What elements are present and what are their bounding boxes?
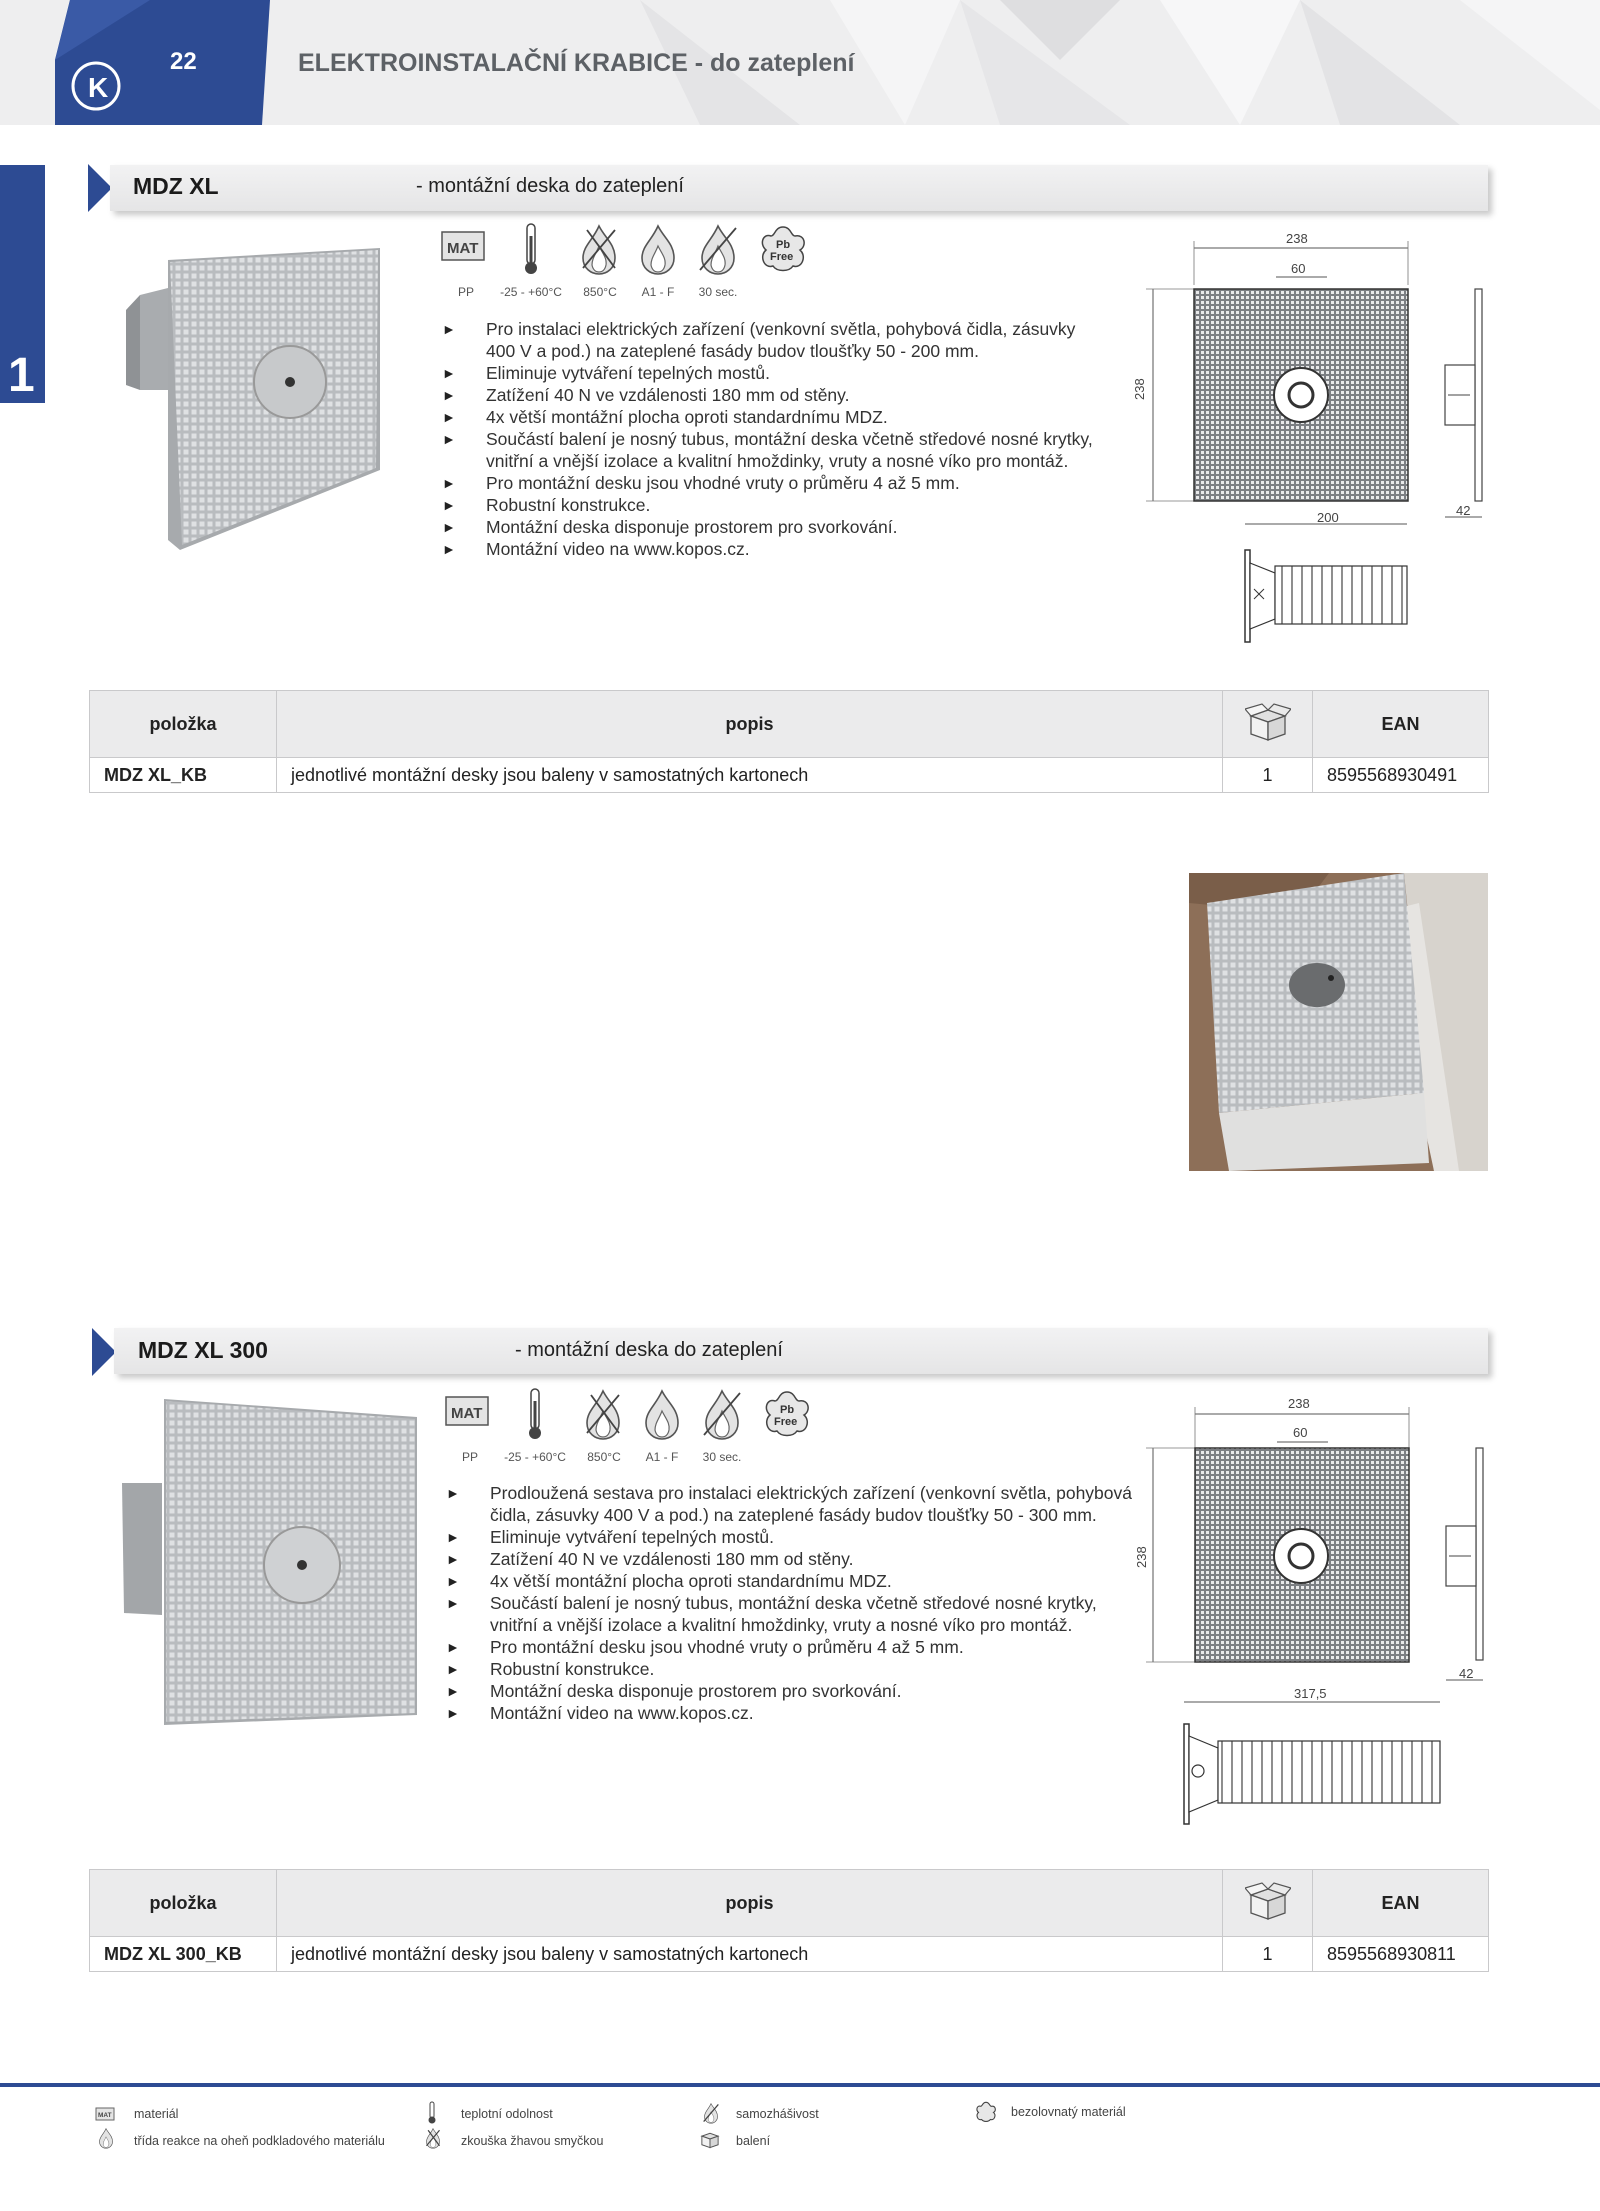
legend-label: balení bbox=[736, 2134, 771, 2148]
legend-label: bezolovnatý materiál bbox=[1011, 2105, 1126, 2119]
table-row bbox=[90, 1937, 1489, 1972]
flame-icon bbox=[95, 2127, 117, 2154]
lead-free-text-pb: Pb bbox=[776, 239, 791, 251]
legend-label: samozhášivost bbox=[736, 2107, 819, 2121]
feature-item: ► Eliminuje vytváření tepelných mostů. bbox=[446, 1526, 1136, 1548]
feature-item: ► Montážní deska disponuje prostorem pro svorkování. bbox=[442, 516, 1102, 538]
dim-center: 60 bbox=[1291, 261, 1306, 276]
mat-icon bbox=[444, 1391, 492, 1436]
col-header-ean: EAN bbox=[1313, 691, 1489, 758]
temperature-label: -25 - +60°C bbox=[500, 285, 562, 299]
table-row bbox=[90, 758, 1489, 793]
feature-item: ► Zatížení 40 N ve vzdálenosti 180 mm od stěny. bbox=[446, 1548, 1136, 1570]
feature-item: ► 4x větší montážní plocha oproti standardnímu MDZ. bbox=[446, 1570, 1136, 1592]
item-ean: 8595568930811 bbox=[1313, 1937, 1489, 1972]
box-icon bbox=[1245, 702, 1291, 742]
feature-item: ► Robustní konstrukce. bbox=[442, 494, 1102, 516]
dim-center: 60 bbox=[1293, 1425, 1308, 1440]
lead-free-icon bbox=[758, 224, 808, 279]
svg-text:K: K bbox=[88, 72, 109, 103]
feature-item: ► Montážní video na www.kopos.cz. bbox=[442, 538, 1102, 560]
legend-label: teplotní odolnost bbox=[461, 2107, 553, 2121]
thermometer-icon bbox=[520, 222, 542, 281]
page-title: ELEKTROINSTALAČNÍ KRABICE - do zateplení bbox=[298, 49, 855, 77]
dim-width: 238 bbox=[1288, 1396, 1310, 1411]
feature-item: ► Pro instalaci elektrických zařízení (venkovní světla, pohybová čidla, zásuvky 400 V a pod.) na zateplené fasády budov tloušťky 50 - 200 mm. bbox=[442, 318, 1102, 362]
feature-item: ► Eliminuje vytváření tepelných mostů. bbox=[442, 362, 1102, 384]
self-extinguishing-label: 30 sec. bbox=[702, 1450, 742, 1464]
thermometer-icon bbox=[426, 2101, 438, 2130]
box-icon bbox=[699, 2128, 721, 2155]
glow-wire-icon bbox=[575, 222, 623, 276]
self-extinguishing-label: 30 sec. bbox=[698, 285, 738, 299]
product-title-bar bbox=[110, 165, 1488, 211]
product-photo bbox=[112, 1395, 422, 1730]
feature-item: ► Pro montážní desku jsou vhodné vruty o průměru 4 až 5 mm. bbox=[446, 1636, 1136, 1658]
brand-corner bbox=[0, 0, 270, 125]
legend-label: třída reakce na oheň podkladového materiálu bbox=[134, 2134, 385, 2148]
feature-item: ► Zatížení 40 N ve vzdálenosti 180 mm od stěny. bbox=[442, 384, 1102, 406]
dim-height: 238 bbox=[1134, 1546, 1149, 1568]
col-header-item: položka bbox=[90, 1870, 277, 1937]
mat-icon-text: MAT bbox=[447, 240, 479, 257]
feature-item: ► Montážní deska disponuje prostorem pro svorkování. bbox=[446, 1680, 1136, 1702]
glow-wire-label: 850°C bbox=[587, 1450, 621, 1464]
glow-wire-icon bbox=[579, 1387, 627, 1441]
dim-height: 238 bbox=[1132, 378, 1147, 400]
self-extinguishing-icon bbox=[698, 1387, 746, 1441]
product-name: MDZ XL bbox=[133, 173, 219, 199]
feature-item: ► 4x větší montážní plocha oproti standardnímu MDZ. bbox=[442, 406, 1102, 428]
item-quantity: 1 bbox=[1223, 1937, 1313, 1972]
item-description: jednotlivé montážní desky jsou baleny v samostatných kartonech bbox=[277, 1937, 1223, 1972]
item-quantity: 1 bbox=[1223, 758, 1313, 793]
col-header-package bbox=[1223, 1870, 1313, 1937]
mat-icon bbox=[94, 2103, 116, 2130]
product-table bbox=[89, 1869, 1489, 1972]
col-header-description: popis bbox=[277, 691, 1223, 758]
self-extinguishing-icon bbox=[700, 2102, 722, 2129]
box-icon bbox=[1245, 1881, 1291, 1921]
mat-label: PP bbox=[461, 1450, 478, 1464]
lead-free-text-free: Free bbox=[774, 1416, 798, 1428]
table-header-row bbox=[90, 1870, 1489, 1937]
item-ean: 8595568930491 bbox=[1313, 758, 1489, 793]
mat-icon-text: MAT bbox=[451, 1405, 483, 1422]
dim-length: 200 bbox=[1317, 510, 1339, 525]
product-subtitle: - montážní deska do zateplení bbox=[515, 1339, 783, 1361]
dim-width: 238 bbox=[1286, 231, 1308, 246]
self-extinguishing-icon bbox=[694, 222, 742, 276]
product-table bbox=[89, 690, 1489, 793]
lead-free-icon bbox=[975, 2101, 997, 2128]
feature-list bbox=[442, 318, 1102, 560]
feature-item: ► Prodloužená sestava pro instalaci elektrických zařízení (venkovní světla, pohybová čidla, zásuvky 400 V a pod.) na zateplené fasády budov tloušťky 50 - 300 mm. bbox=[446, 1482, 1136, 1526]
legend-label: materiál bbox=[134, 2107, 179, 2121]
feature-list bbox=[446, 1482, 1136, 1724]
technical-drawing bbox=[1130, 1390, 1510, 1830]
product-subtitle: - montážní deska do zateplení bbox=[416, 175, 684, 197]
flame-icon bbox=[638, 1387, 686, 1441]
dim-depth: 42 bbox=[1459, 1666, 1474, 1681]
section-number: 1 bbox=[8, 349, 35, 402]
product-title-bar bbox=[114, 1328, 1488, 1374]
thermometer-icon bbox=[524, 1387, 546, 1446]
lead-free-icon bbox=[762, 1389, 812, 1444]
glow-wire-icon bbox=[422, 2127, 444, 2154]
col-header-item: položka bbox=[90, 691, 277, 758]
footer-line bbox=[0, 2083, 1600, 2087]
mat-label: PP bbox=[457, 285, 474, 299]
col-header-package bbox=[1223, 691, 1313, 758]
item-code: MDZ XL_KB bbox=[90, 758, 277, 793]
technical-drawing bbox=[1130, 225, 1500, 650]
dim-length: 317,5 bbox=[1294, 1686, 1327, 1701]
page-number: 22 bbox=[170, 48, 197, 75]
fire-class-label: A1 - F bbox=[641, 285, 675, 299]
mat-icon-text: MAT bbox=[98, 2112, 112, 2119]
flame-icon bbox=[634, 222, 682, 276]
item-code: MDZ XL 300_KB bbox=[90, 1937, 277, 1972]
col-header-ean: EAN bbox=[1313, 1870, 1489, 1937]
feature-item: ► Pro montážní desku jsou vhodné vruty o průměru 4 až 5 mm. bbox=[442, 472, 1102, 494]
product-photo bbox=[118, 240, 388, 555]
installation-photo bbox=[1189, 873, 1488, 1171]
feature-item: ► Součástí balení je nosný tubus, montážní deska včetně středové nosné krytky, vnitřní a vnější izolace a kvalitní hmoždinky, vruty a nosné víko pro montáž. bbox=[446, 1592, 1136, 1636]
glow-wire-label: 850°C bbox=[583, 285, 617, 299]
feature-item: ► Robustní konstrukce. bbox=[446, 1658, 1136, 1680]
dim-depth: 42 bbox=[1456, 503, 1471, 518]
feature-item: ► Montážní video na www.kopos.cz. bbox=[446, 1702, 1136, 1724]
item-description: jednotlivé montážní desky jsou baleny v samostatných kartonech bbox=[277, 758, 1223, 793]
mat-icon bbox=[440, 226, 488, 271]
feature-item: ► Součástí balení je nosný tubus, montážní deska včetně středové nosné krytky, vnitřní a vnější izolace a kvalitní hmoždinky, vruty a nosné víko pro montáž. bbox=[442, 428, 1102, 472]
lead-free-text-pb: Pb bbox=[780, 1404, 795, 1416]
temperature-label: -25 - +60°C bbox=[504, 1450, 566, 1464]
lead-free-text-free: Free bbox=[770, 251, 794, 263]
col-header-description: popis bbox=[277, 1870, 1223, 1937]
product-name: MDZ XL 300 bbox=[138, 1337, 268, 1363]
fire-class-label: A1 - F bbox=[645, 1450, 679, 1464]
table-header-row bbox=[90, 691, 1489, 758]
legend-label: zkouška žhavou smyčkou bbox=[461, 2134, 604, 2148]
